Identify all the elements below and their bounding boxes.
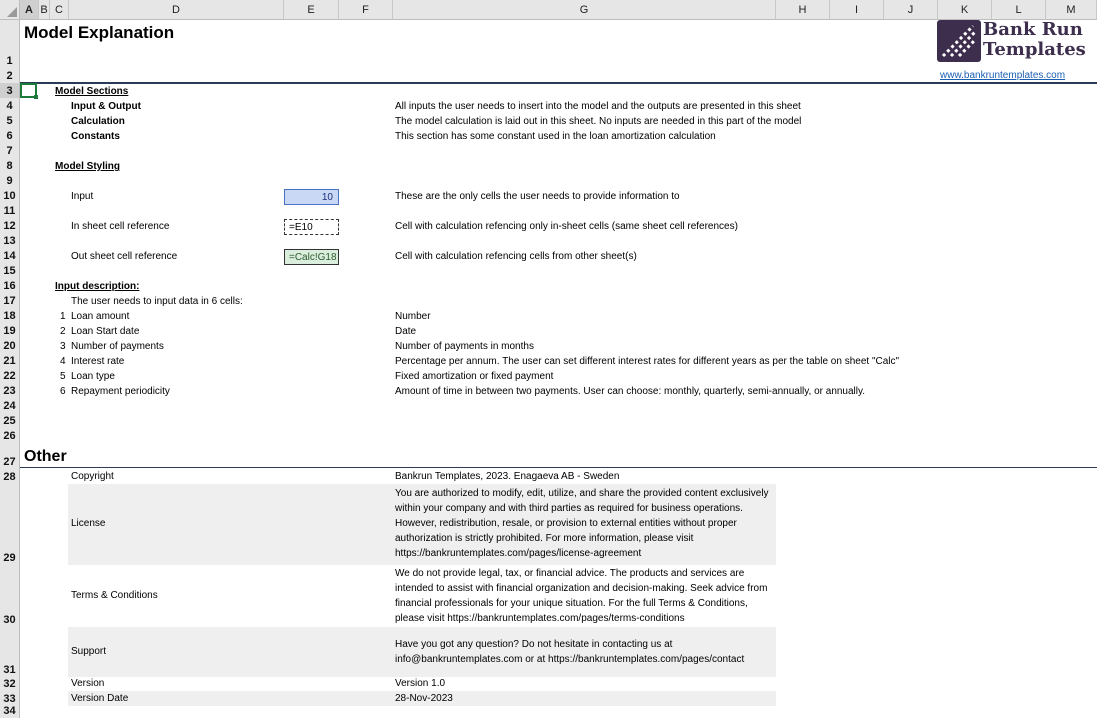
row-header-18[interactable]: 18: [0, 308, 20, 323]
input-item-desc: Number: [395, 311, 431, 322]
row-header-3[interactable]: 3: [0, 83, 20, 98]
input-item-number: 5: [60, 371, 66, 382]
section-name: Input & Output: [71, 101, 141, 112]
row-header-7[interactable]: 7: [0, 143, 20, 158]
support-label: Support: [71, 646, 107, 657]
outsheet-style-sample[interactable]: =Calc!G18: [284, 249, 339, 265]
version-date-value: 28-Nov-2023: [395, 693, 453, 704]
input-item-name: Loan amount: [71, 311, 130, 322]
version-date-label: Version Date: [71, 693, 129, 704]
column-header-l[interactable]: L: [992, 0, 1046, 20]
column-header-b[interactable]: B: [39, 0, 50, 20]
input-item-number: 3: [60, 341, 66, 352]
row-header-16[interactable]: 16: [0, 278, 20, 293]
input-item-number: 2: [60, 326, 66, 337]
title-divider: [20, 82, 1097, 84]
inputs-intro: The user needs to input data in 6 cells:: [71, 296, 243, 307]
column-header-k[interactable]: K: [938, 0, 992, 20]
row-header-25[interactable]: 25: [0, 413, 20, 428]
license-value: You are authorized to modify, edit, utilize, and share the provided content exclusively within your company and with third parties as required for business operations. However, redistribution, resale, or provision to external entities without proper authorization is strictly prohibited. For more information, please visit https://bankruntemplates.com/pages/license-agreement: [395, 488, 769, 559]
column-header-j[interactable]: J: [884, 0, 938, 20]
bankrun-logo: [937, 20, 1087, 64]
column-header-c[interactable]: C: [50, 0, 69, 20]
row-header-28[interactable]: 28: [0, 469, 20, 484]
input-item-desc: Fixed amortization or fixed payment: [395, 371, 554, 382]
outsheet-style-desc: Cell with calculation refencing cells from other sheet(s): [395, 251, 637, 262]
other-divider: [20, 467, 1097, 468]
inputs-heading: Input description:: [55, 281, 140, 292]
input-item-desc: Percentage per annum. The user can set different interest rates for different years as per the table on sheet "Calc": [395, 356, 900, 367]
row-header-15[interactable]: 15: [0, 263, 20, 278]
column-header-a[interactable]: A: [20, 0, 39, 20]
terms-label: Terms & Conditions: [71, 590, 158, 601]
row-header-29[interactable]: 29: [0, 484, 20, 565]
input-item-number: 4: [60, 356, 66, 367]
outsheet-style-label: Out sheet cell reference: [71, 251, 178, 262]
row-header-19[interactable]: 19: [0, 323, 20, 338]
insheet-style-label: In sheet cell reference: [71, 221, 170, 232]
column-header-f[interactable]: F: [339, 0, 393, 20]
logo-text: [983, 20, 1086, 60]
select-all-corner[interactable]: [0, 0, 20, 20]
input-style-sample[interactable]: 10: [284, 189, 339, 205]
input-item-desc: Number of payments in months: [395, 341, 534, 352]
row-header-30[interactable]: 30: [0, 565, 20, 627]
row-header-8[interactable]: 8: [0, 158, 20, 173]
column-header-d[interactable]: D: [69, 0, 284, 20]
row-header-17[interactable]: 17: [0, 293, 20, 308]
input-style-desc: These are the only cells the user needs to provide information to: [395, 191, 680, 202]
license-label: License: [71, 518, 106, 529]
page-title: Model Explanation: [24, 23, 175, 42]
logo-mark-icon: [937, 20, 981, 62]
styling-heading: Model Styling: [55, 161, 120, 172]
row-header-31[interactable]: 31: [0, 627, 20, 677]
row-header-27[interactable]: 27: [0, 443, 20, 469]
row-header-22[interactable]: 22: [0, 368, 20, 383]
section-name: Constants: [71, 131, 120, 142]
copyright-value: Bankrun Templates, 2023. Enagaeva AB - Sweden: [395, 471, 620, 482]
version-label: Version: [71, 678, 105, 689]
row-header-34[interactable]: 34: [0, 706, 20, 718]
row-header-20[interactable]: 20: [0, 338, 20, 353]
row-header-12[interactable]: 12: [0, 218, 20, 233]
row-header-11[interactable]: 11: [0, 203, 20, 218]
row-header-21[interactable]: 21: [0, 353, 20, 368]
sections-heading: Model Sections: [55, 86, 129, 97]
input-item-name: Loan type: [71, 371, 115, 382]
column-header-h[interactable]: H: [776, 0, 830, 20]
row-header-23[interactable]: 23: [0, 383, 20, 398]
column-header-i[interactable]: I: [830, 0, 884, 20]
section-desc: All inputs the user needs to insert into the model and the outputs are presented in this sheet: [395, 101, 801, 112]
row-header-32[interactable]: 32: [0, 677, 20, 691]
logo-line1: Bank Run: [983, 19, 1083, 40]
input-style-label: Input: [71, 191, 94, 202]
column-header-m[interactable]: M: [1046, 0, 1097, 20]
input-item-name: Interest rate: [71, 356, 125, 367]
support-value: Have you got any question? Do not hesitate in contacting us at info@bankruntemplates.com or at https://bankruntemplates.com/pages/contact: [395, 639, 745, 665]
insheet-style-sample[interactable]: =E10: [284, 219, 339, 235]
copyright-label: Copyright: [71, 471, 114, 482]
row-header-33[interactable]: 33: [0, 691, 20, 706]
row-header-1[interactable]: 1: [0, 20, 20, 68]
input-item-number: 6: [60, 386, 66, 397]
row-header-26[interactable]: 26: [0, 428, 20, 443]
section-desc: This section has some constant used in the loan amortization calculation: [395, 131, 716, 142]
row-header-14[interactable]: 14: [0, 248, 20, 263]
logo-line2: Templates: [983, 39, 1086, 60]
row-header-5[interactable]: 5: [0, 113, 20, 128]
input-item-name: Loan Start date: [71, 326, 140, 337]
section-desc: The model calculation is laid out in this sheet. No inputs are needed in this part of the model: [395, 116, 802, 127]
row-header-2[interactable]: 2: [0, 68, 20, 83]
row-header-24[interactable]: 24: [0, 398, 20, 413]
section-name: Calculation: [71, 116, 125, 127]
other-heading: Other: [24, 448, 67, 465]
active-cell-cursor[interactable]: [20, 83, 37, 98]
insheet-style-desc: Cell with calculation refencing only in-sheet cells (same sheet cell references): [395, 221, 738, 232]
input-item-desc: Amount of time in between two payments. User can choose: monthly, quarterly, semi-annually, or annually.: [395, 386, 866, 397]
website-link[interactable]: www.bankruntemplates.com: [940, 70, 1066, 81]
terms-value: We do not provide legal, tax, or financial advice. The products and services are intended to assist with financial organization and decision-making. Seek advice from financial professionals for your unique situation. For the full Terms & Conditions, please visit https://bankruntemplates.com/pages/terms-conditions: [395, 568, 768, 624]
row-header-4[interactable]: 4: [0, 98, 20, 113]
input-item-name: Number of payments: [71, 341, 164, 352]
column-header-e[interactable]: E: [284, 0, 339, 20]
row-header-13[interactable]: 13: [0, 233, 20, 248]
row-header-6[interactable]: 6: [0, 128, 20, 143]
version-value: Version 1.0: [395, 678, 446, 689]
column-header-g[interactable]: G: [393, 0, 776, 20]
input-item-desc: Date: [395, 326, 417, 337]
row-header-9[interactable]: 9: [0, 173, 20, 188]
input-item-number: 1: [60, 311, 66, 322]
row-header-10[interactable]: 10: [0, 188, 20, 203]
input-item-name: Repayment periodicity: [71, 386, 170, 397]
